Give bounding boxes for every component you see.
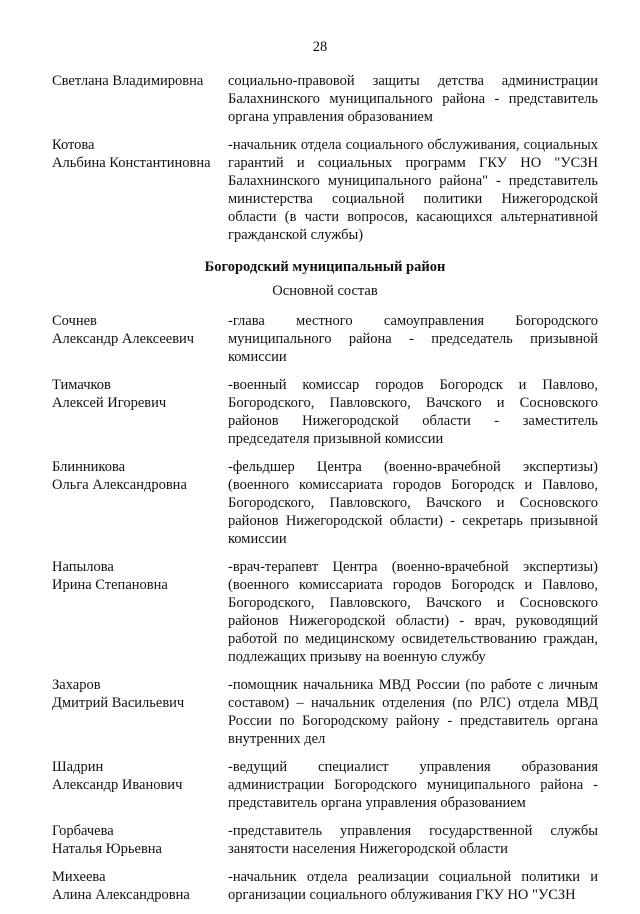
member-list-previous-district xyxy=(52,72,598,244)
district-title: Богородский муниципальный район xyxy=(204,259,446,275)
member-name-line: Котова xyxy=(52,137,95,153)
document-body xyxy=(52,72,598,914)
member-name-line: Горбачева xyxy=(52,823,114,839)
member-name xyxy=(52,868,228,904)
member-role: -представитель управления государственной службы занятости населения Нижегородской области xyxy=(228,823,598,857)
member-name-line: Дмитрий Васильевич xyxy=(52,695,185,711)
member-entry xyxy=(52,458,598,548)
member-role: -глава местного самоуправления Богородского муниципального района - председатель призывной комиссии xyxy=(228,313,598,365)
member-name-line: Алексей Игоревич xyxy=(52,395,167,411)
member-name xyxy=(52,376,228,448)
member-name-line: Александр Иванович xyxy=(52,777,183,793)
member-entry xyxy=(52,558,598,666)
member-name-line: Напылова xyxy=(52,559,114,575)
member-name-line: Наталья Юрьевна xyxy=(52,841,162,857)
member-entry xyxy=(52,376,598,448)
member-entry xyxy=(52,676,598,748)
member-role: -помощник начальника МВД России (по работе с личным составом) – начальник отделения (по РЛС) отдела МВД России по Богородскому району - представитель органа внутренних дел xyxy=(228,677,598,747)
member-list-bogorodsky xyxy=(52,312,598,904)
member-entry xyxy=(52,72,598,126)
member-name-line: Альбина Константиновна xyxy=(52,155,211,171)
member-name xyxy=(52,312,228,366)
member-name-line: Ольга Александровна xyxy=(52,477,187,493)
member-name xyxy=(52,822,228,858)
member-role: социально-правовой защиты детства администрации Балахнинского муниципального района - представитель органа управления образованием xyxy=(228,73,598,125)
member-entry xyxy=(52,312,598,366)
member-name-line: Шадрин xyxy=(52,759,104,775)
member-name xyxy=(52,136,228,244)
member-name-line: Сочнев xyxy=(52,313,97,329)
member-name-line: Тимачков xyxy=(52,377,111,393)
composition-subtitle: Основной состав xyxy=(272,283,378,299)
member-name xyxy=(52,458,228,548)
member-name xyxy=(52,758,228,812)
member-role: -военный комиссар городов Богородск и Павлово, Богородского, Павловского, Вачского и Сосновского районов Нижегородской области - заместитель председателя призывной комиссии xyxy=(228,377,598,447)
member-name-line: Светлана Владимировна xyxy=(52,73,204,89)
member-name-line: Блинникова xyxy=(52,459,126,475)
member-name-line: Захаров xyxy=(52,677,101,693)
member-name-line: Александр Алексеевич xyxy=(52,331,195,347)
member-name xyxy=(52,676,228,748)
member-role: -врач-терапевт Центра (военно-врачебной экспертизы) (военного комиссариата городов Богородск и Павлово, Богородского, Павловского, Вачского и Сосновского районов Нижегородской области) - врач, руководящий работой по медицинскому освидетельствованию граждан, подлежащих призыву на военную службу xyxy=(228,559,598,665)
member-entry xyxy=(52,822,598,858)
member-entry xyxy=(52,758,598,812)
member-entry xyxy=(52,868,598,904)
member-name-line: Михеева xyxy=(52,869,106,885)
member-role: -ведущий специалист управления образования администрации Богородского муниципального района - представитель органа управления образованием xyxy=(228,759,598,811)
page-number: 28 xyxy=(312,39,328,55)
member-name xyxy=(52,558,228,666)
member-role: -фельдшер Центра (военно-врачебной экспертизы) (военного комиссариата городов Богородск и Павлово, Богородского, Павловского, Вачского и Сосновского районов Нижегородской области) - секретарь призывной комиссии xyxy=(228,459,598,547)
member-role: -начальник отдела социального обслуживания, социальных гарантий и социальных программ ГКУ НО "УСЗН Балахнинского муниципального района" - представитель министерства социальной политики Нижегородской области (в части вопросов, касающихся альтернативной гражданской службы) xyxy=(228,137,598,243)
member-name-line: Алина Александровна xyxy=(52,887,190,903)
member-name xyxy=(52,72,228,126)
member-role: -начальник отдела реализации социальной политики и организации социального облуживания ГКУ НО "УСЗН xyxy=(228,869,598,903)
member-name-line: Ирина Степановна xyxy=(52,577,168,593)
member-entry xyxy=(52,136,598,244)
